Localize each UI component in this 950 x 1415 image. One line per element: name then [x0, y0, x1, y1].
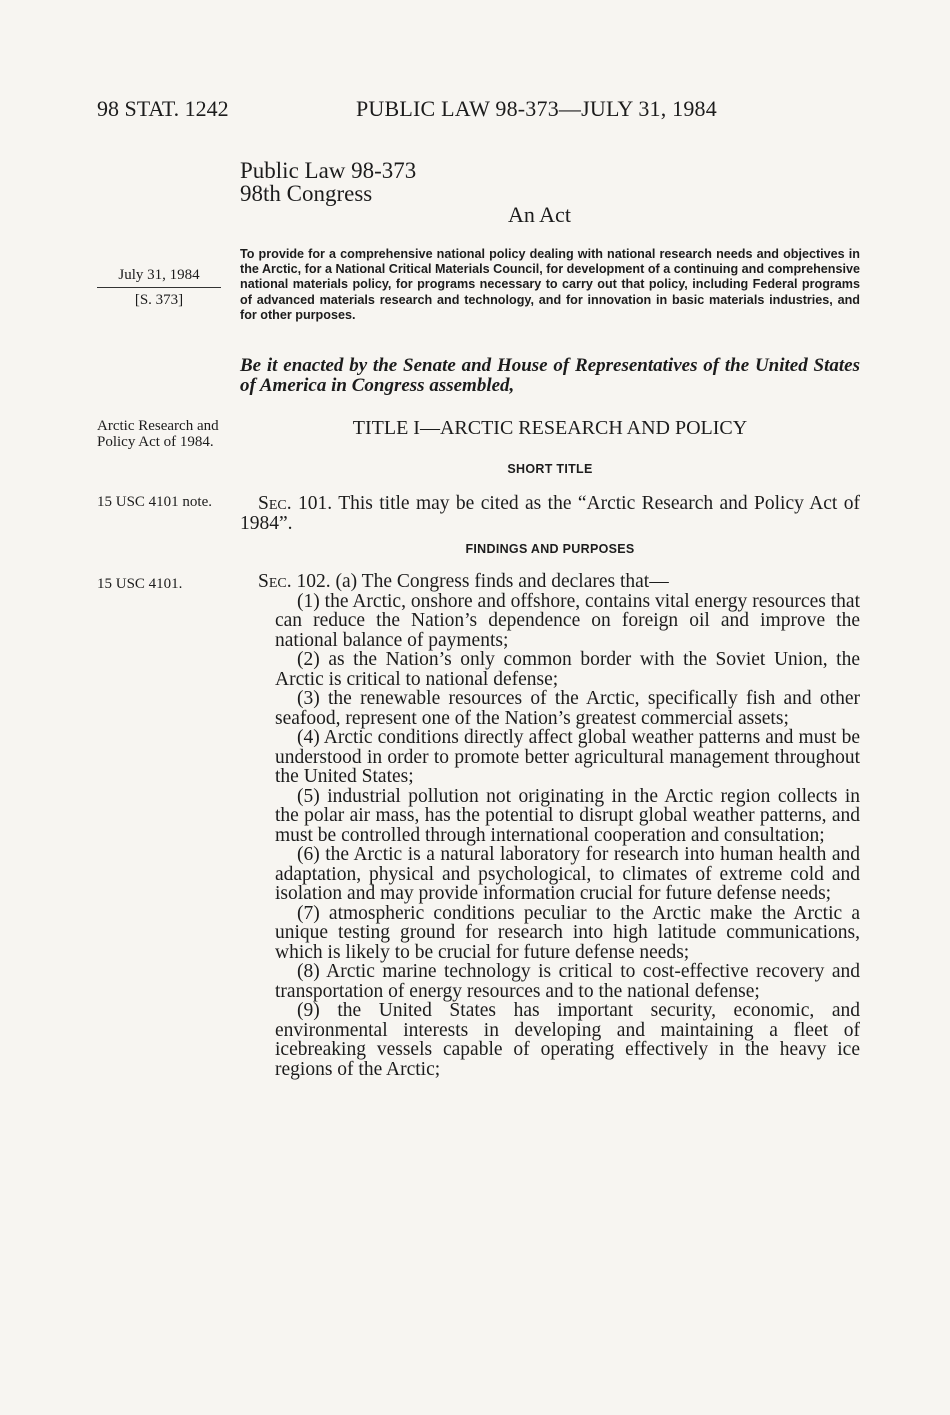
finding-8-text: (8) Arctic marine technology is critical to cost-effective recovery and transportation of energy resources and to the national defense;: [275, 961, 860, 1002]
finding-9-text: (9) the United States has important security, economic, and environmental interests in developing and maintaining a fleet of icebreaking vessels capable of operating effectively in the heavy ice regions of the Arctic;: [275, 1000, 860, 1080]
an-act-label: An Act: [508, 202, 571, 227]
section-102-lead: [240, 572, 860, 592]
finding-item: [240, 1001, 860, 1079]
finding-item: [240, 904, 860, 963]
finding-item: [240, 592, 860, 651]
section-102-intro: (a) The Congress finds and declares that—: [335, 571, 669, 592]
title-heading: TITLE I—ARCTIC RESEARCH AND POLICY: [352, 417, 748, 439]
margin-date-block: [97, 265, 221, 310]
section-101-label: Sec. 101.: [258, 493, 333, 514]
finding-item: [240, 689, 860, 728]
purpose-statement: To provide for a comprehensive national policy dealing with national research needs and objectives in the Arctic, for a National Critical Materials Council, for development of a continuing and comprehensive national materials policy, for programs necessary to carry out that policy, including Federal programs of advanced materials research and technology, and for innovation in basic materials industries, and for other purposes.: [240, 247, 860, 322]
finding-2-text: (2) as the Nation’s only common border with the Soviet Union, the Arctic is critical to national defense;: [275, 649, 860, 690]
running-title: PUBLIC LAW 98-373—JULY 31, 1984: [356, 96, 717, 121]
section-101-text: This title may be cited as the “Arctic Research and Policy Act of 1984”.: [240, 493, 860, 534]
finding-6-text: (6) the Arctic is a natural laboratory for research into human health and adaptation, physical and psychological, to climates of extreme cold and isolation and may provide information crucial for future defense needs;: [275, 844, 860, 904]
section-102-label: Sec. 102.: [258, 571, 331, 592]
margin-note-short-title: Arctic Research and Policy Act of 1984.: [97, 418, 219, 450]
section-101: [240, 494, 860, 534]
findings-heading: FINDINGS AND PURPOSES: [465, 542, 635, 556]
section-102: [240, 572, 860, 1079]
finding-item: [240, 728, 860, 787]
finding-item: [240, 845, 860, 904]
finding-3-text: (3) the renewable resources of the Arctic, specifically fish and other seafood, represent one of the Nation’s greatest commercial assets;: [275, 688, 860, 729]
finding-item: [240, 962, 860, 1001]
public-law-number: Public Law 98-373: [240, 158, 417, 183]
enactment-date: July 31, 1984: [118, 267, 200, 283]
short-title-heading: SHORT TITLE: [507, 462, 593, 476]
margin-note-usc: 15 USC 4101.: [97, 576, 183, 592]
finding-7-text: (7) atmospheric conditions peculiar to the Arctic make the Arctic a unique testing ground for research into high latitude communications, which is likely to be crucial for future defense needs;: [275, 902, 860, 963]
enacting-clause: Be it enacted by the Senate and House of Representatives of the United States of America in Congress assembled,: [240, 355, 860, 396]
bill-number: [S. 373]: [134, 292, 184, 308]
congress-number: 98th Congress: [240, 181, 373, 206]
finding-item: [240, 650, 860, 689]
finding-5-text: (5) industrial pollution not originating in the Arctic region collects in the polar air mass, has the potential to disrupt global weather patterns, and must be controlled through international cooperation and consultation;: [275, 785, 860, 846]
finding-4-text: (4) Arctic conditions directly affect global weather patterns and must be understood in order to promote better agricultural management throughout the United States;: [275, 727, 860, 787]
margin-rule: [97, 287, 221, 288]
page-reference: 98 STAT. 1242: [97, 96, 229, 121]
finding-item: [240, 787, 860, 846]
finding-1-text: (1) the Arctic, onshore and offshore, contains vital energy resources that can reduce the Nation’s dependence on foreign oil and improve the national balance of payments;: [275, 590, 860, 651]
margin-note-usc-note: 15 USC 4101 note.: [97, 494, 213, 510]
